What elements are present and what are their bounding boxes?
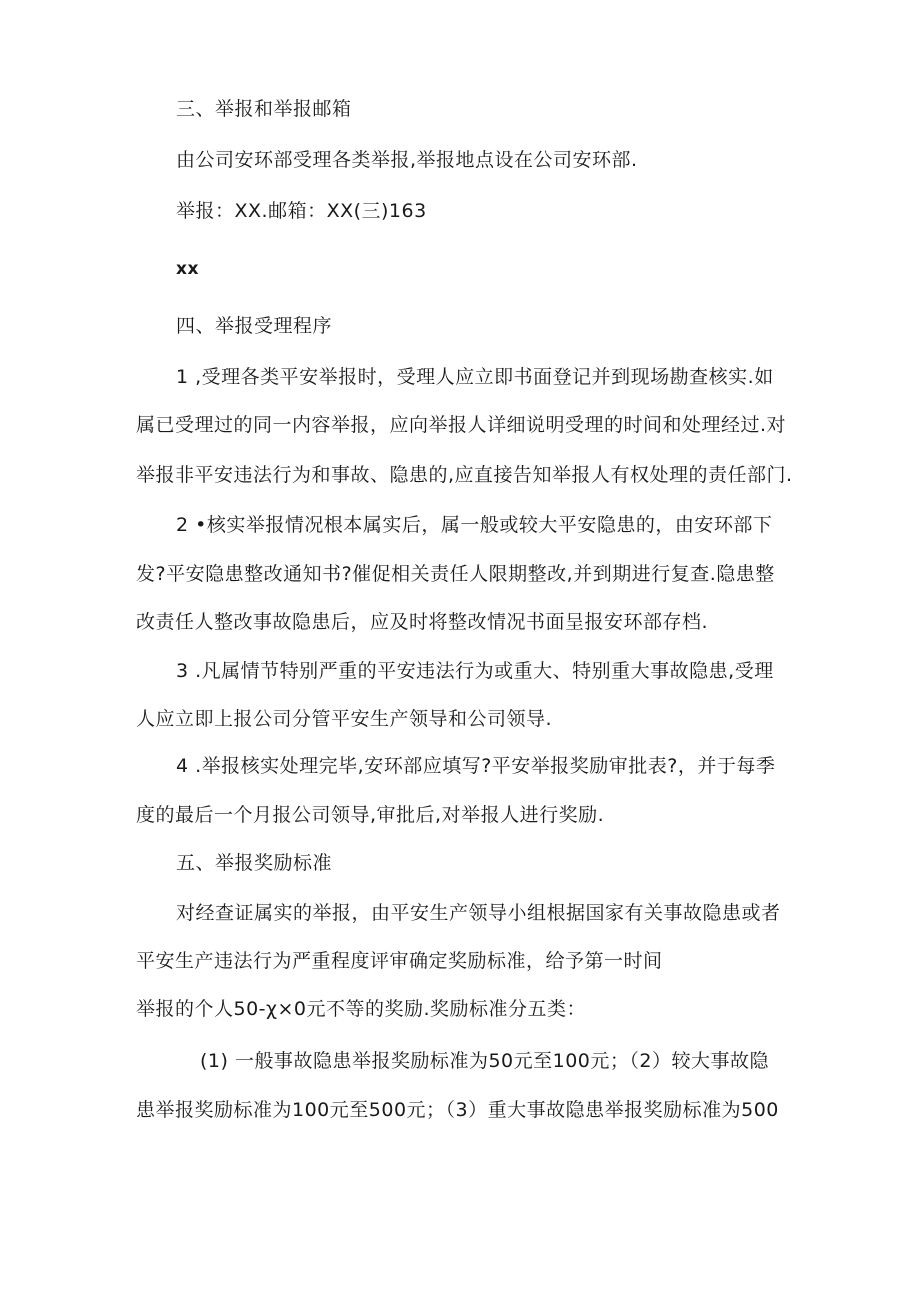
paragraph-line: (1) 一般事故隐患举报奖励标准为50元至100元；（2）较大事故隐	[200, 1050, 769, 1072]
paragraph-line: 平安生产违法行为严重程度评审确定奖励标准，给予第一时间	[136, 950, 663, 972]
paragraph-line: 对经查证属实的举报，由平安生产领导小组根据国家有关事故隐患或者	[176, 902, 781, 924]
contact-placeholder: xx	[176, 259, 199, 279]
paragraph-line: 2 •核实举报情况根本属实后，属一般或较大平安隐患的，由安环部下	[176, 514, 773, 536]
paragraph-line: 患举报奖励标准为100元至500元；（3）重大事故隐患举报奖励标准为500	[136, 1099, 779, 1121]
paragraph-line: 人应立即上报公司分管平安生产领导和公司领导.	[136, 708, 553, 730]
section-heading-reward-standard: 五、举报奖励标准	[176, 852, 333, 874]
section-heading-report-procedure: 四、举报受理程序	[176, 315, 333, 337]
paragraph-line: 4 .举报核实处理完毕,安环部应填写?平安举报奖励审批表?，并于每季	[176, 755, 776, 777]
paragraph-line: 属已受理过的同一内容举报，应向举报人详细说明受理的时间和处理经过.对	[136, 414, 787, 436]
paragraph-line: 发?平安隐患整改通知书?催促相关责任人限期整改,并到期进行复查.隐患整	[136, 563, 775, 585]
paragraph-line: 举报非平安违法行为和事故、隐患的,应直接告知举报人有权处理的责任部门.	[136, 464, 793, 486]
paragraph-line: 改责任人整改事故隐患后，应及时将整改情况书面呈报安环部存档.	[136, 611, 709, 633]
paragraph-line: 由公司安环部受理各类举报,举报地点设在公司安环部.	[176, 149, 638, 171]
paragraph-line: 1 ,受理各类平安举报时，受理人应立即书面登记并到现场勘查核实.如	[176, 366, 774, 388]
paragraph-line: 度的最后一个月报公司领导,审批后,对举报人进行奖励.	[136, 804, 605, 826]
section-heading-report-mailbox: 三、举报和举报邮箱	[176, 98, 352, 120]
paragraph-line: 3 .凡属情节特别严重的平安违法行为或重大、特别重大事故隐患,受理	[176, 660, 774, 682]
paragraph-line: 举报的个人50-χ×0元不等的奖励.奖励标准分五类：	[136, 998, 587, 1020]
contact-line: 举报：XX.邮箱：XX(三)163	[176, 200, 427, 222]
